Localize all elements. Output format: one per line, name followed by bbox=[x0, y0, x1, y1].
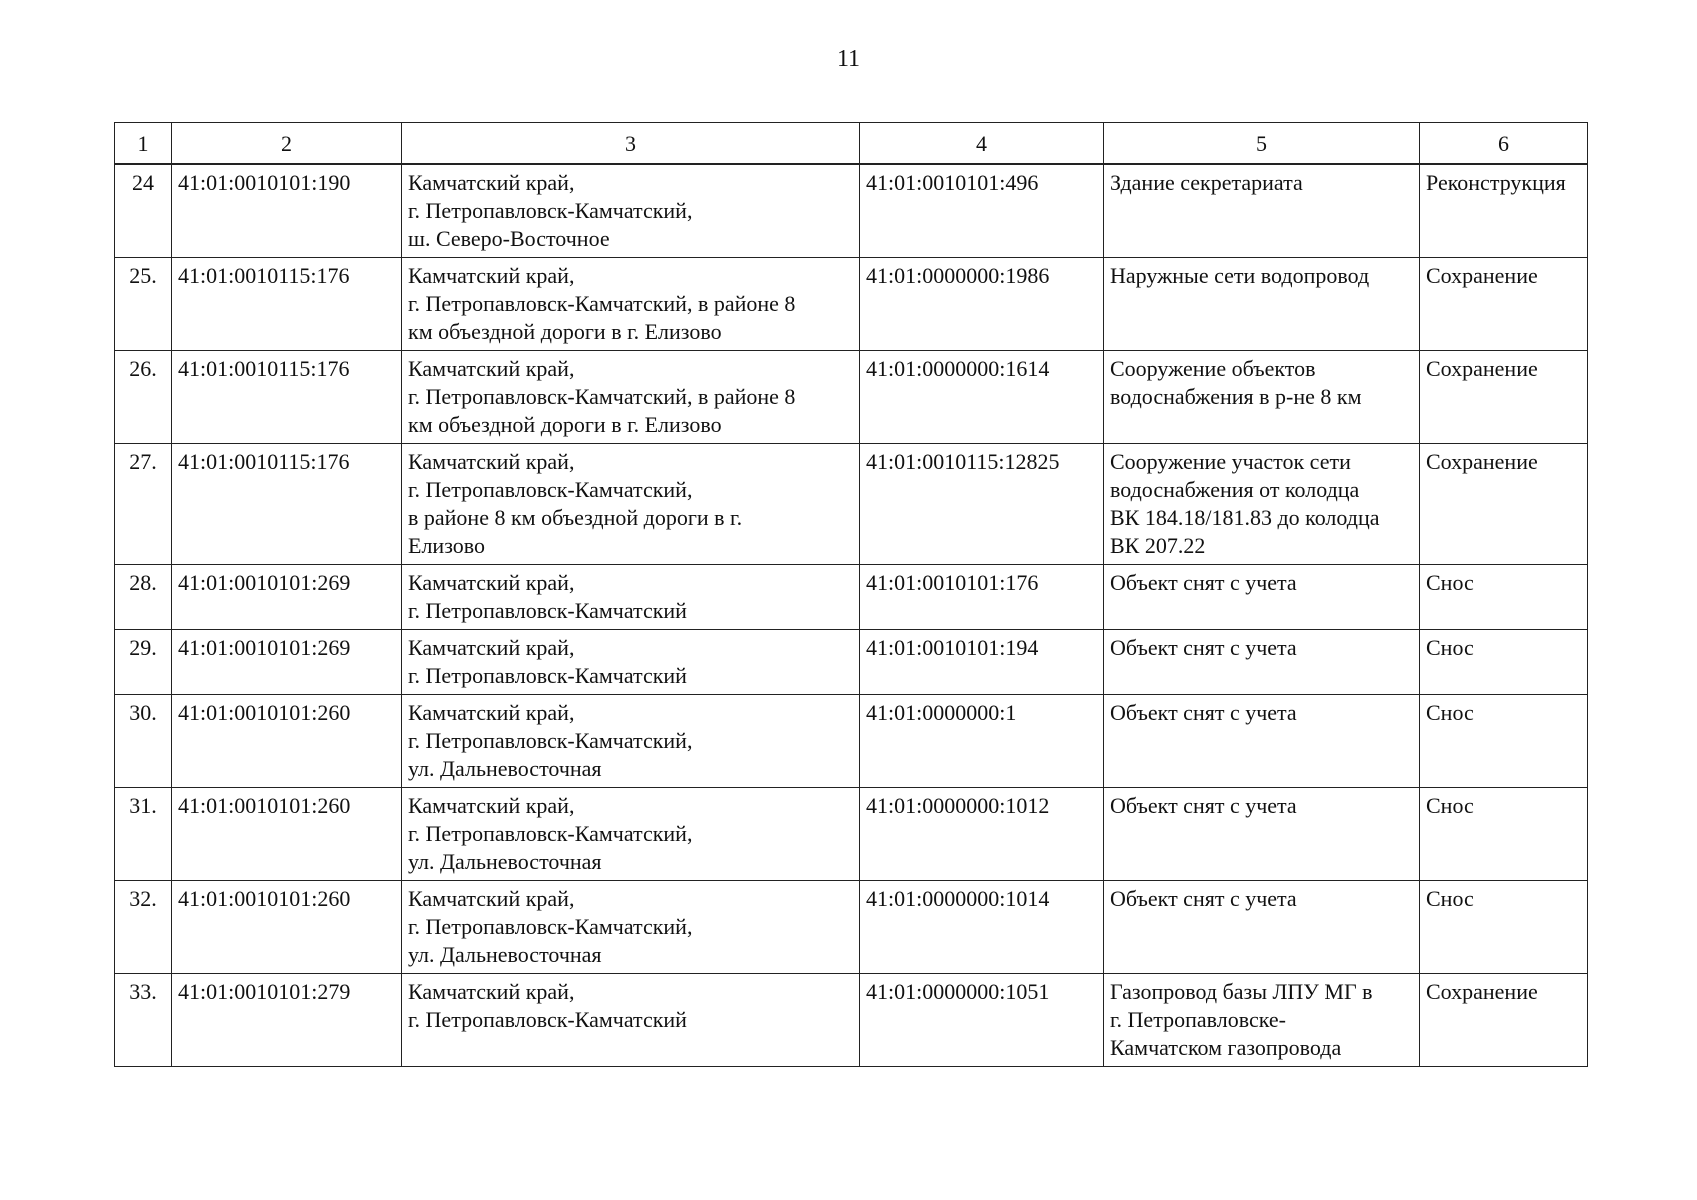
object-cadastral-cell: 41:01:0010101:496 bbox=[860, 164, 1104, 258]
table-row bbox=[115, 258, 1588, 351]
table-body bbox=[115, 164, 1588, 1067]
column-header: 2 bbox=[172, 123, 402, 165]
address-cell: Камчатский край, г. Петропавловск-Камчатский, ул. Дальневосточная bbox=[402, 788, 860, 881]
action-cell: Сохранение bbox=[1420, 974, 1588, 1067]
row-number-cell: 28. bbox=[115, 565, 172, 630]
row-number-cell: 30. bbox=[115, 695, 172, 788]
table-row bbox=[115, 881, 1588, 974]
object-name-cell: Здание секретариата bbox=[1104, 164, 1420, 258]
action-cell: Снос bbox=[1420, 881, 1588, 974]
object-cadastral-cell: 41:01:0010101:194 bbox=[860, 630, 1104, 695]
address-cell: Камчатский край, г. Петропавловск-Камчатский, ш. Северо-Восточное bbox=[402, 164, 860, 258]
action-cell: Снос bbox=[1420, 788, 1588, 881]
row-number-cell: 32. bbox=[115, 881, 172, 974]
object-name-cell: Объект снят с учета bbox=[1104, 695, 1420, 788]
table-row bbox=[115, 565, 1588, 630]
row-number-cell: 25. bbox=[115, 258, 172, 351]
land-cadastral-cell: 41:01:0010115:176 bbox=[172, 258, 402, 351]
object-name-cell: Объект снят с учета bbox=[1104, 881, 1420, 974]
column-header: 3 bbox=[402, 123, 860, 165]
address-cell: Камчатский край, г. Петропавловск-Камчатский, в районе 8 км объездной дороги в г. Елизово bbox=[402, 444, 860, 565]
column-header: 1 bbox=[115, 123, 172, 165]
object-cadastral-cell: 41:01:0000000:1051 bbox=[860, 974, 1104, 1067]
column-header: 4 bbox=[860, 123, 1104, 165]
object-name-cell: Наружные сети водопровод bbox=[1104, 258, 1420, 351]
action-cell: Сохранение bbox=[1420, 444, 1588, 565]
address-cell: Камчатский край, г. Петропавловск-Камчатский, в районе 8 км объездной дороги в г. Елизово bbox=[402, 258, 860, 351]
row-number-cell: 26. bbox=[115, 351, 172, 444]
object-cadastral-cell: 41:01:0000000:1614 bbox=[860, 351, 1104, 444]
object-cadastral-cell: 41:01:0000000:1014 bbox=[860, 881, 1104, 974]
address-cell: Камчатский край, г. Петропавловск-Камчатский, в районе 8 км объездной дороги в г. Елизово bbox=[402, 351, 860, 444]
table-row bbox=[115, 788, 1588, 881]
column-header: 5 bbox=[1104, 123, 1420, 165]
object-name-cell: Объект снят с учета bbox=[1104, 565, 1420, 630]
registry-table bbox=[114, 122, 1588, 1067]
address-cell: Камчатский край, г. Петропавловск-Камчатский bbox=[402, 974, 860, 1067]
object-name-cell: Объект снят с учета bbox=[1104, 630, 1420, 695]
action-cell: Сохранение bbox=[1420, 258, 1588, 351]
table-row bbox=[115, 695, 1588, 788]
action-cell: Сохранение bbox=[1420, 351, 1588, 444]
object-cadastral-cell: 41:01:0000000:1 bbox=[860, 695, 1104, 788]
land-cadastral-cell: 41:01:0010115:176 bbox=[172, 444, 402, 565]
action-cell: Снос bbox=[1420, 565, 1588, 630]
row-number-cell: 31. bbox=[115, 788, 172, 881]
column-header: 6 bbox=[1420, 123, 1588, 165]
land-cadastral-cell: 41:01:0010101:260 bbox=[172, 695, 402, 788]
address-cell: Камчатский край, г. Петропавловск-Камчатский, ул. Дальневосточная bbox=[402, 695, 860, 788]
page-number: 11 bbox=[836, 46, 861, 72]
table-row bbox=[115, 444, 1588, 565]
object-cadastral-cell: 41:01:0000000:1986 bbox=[860, 258, 1104, 351]
column-number-row bbox=[115, 123, 1588, 165]
object-cadastral-cell: 41:01:0010101:176 bbox=[860, 565, 1104, 630]
action-cell: Снос bbox=[1420, 630, 1588, 695]
object-name-cell: Объект снят с учета bbox=[1104, 788, 1420, 881]
land-cadastral-cell: 41:01:0010101:269 bbox=[172, 630, 402, 695]
land-cadastral-cell: 41:01:0010101:190 bbox=[172, 164, 402, 258]
action-cell: Снос bbox=[1420, 695, 1588, 788]
object-cadastral-cell: 41:01:0010115:12825 bbox=[860, 444, 1104, 565]
object-cadastral-cell: 41:01:0000000:1012 bbox=[860, 788, 1104, 881]
row-number-cell: 27. bbox=[115, 444, 172, 565]
land-cadastral-cell: 41:01:0010101:260 bbox=[172, 788, 402, 881]
row-number-cell: 24 bbox=[115, 164, 172, 258]
land-cadastral-cell: 41:01:0010101:269 bbox=[172, 565, 402, 630]
address-cell: Камчатский край, г. Петропавловск-Камчатский bbox=[402, 630, 860, 695]
address-cell: Камчатский край, г. Петропавловск-Камчатский, ул. Дальневосточная bbox=[402, 881, 860, 974]
object-name-cell: Газопровод базы ЛПУ МГ в г. Петропавловске- Камчатском газопровода bbox=[1104, 974, 1420, 1067]
table-row bbox=[115, 164, 1588, 258]
land-cadastral-cell: 41:01:0010101:260 bbox=[172, 881, 402, 974]
land-cadastral-cell: 41:01:0010115:176 bbox=[172, 351, 402, 444]
action-cell: Реконструкция bbox=[1420, 164, 1588, 258]
table-row bbox=[115, 630, 1588, 695]
row-number-cell: 33. bbox=[115, 974, 172, 1067]
row-number-cell: 29. bbox=[115, 630, 172, 695]
table-row bbox=[115, 351, 1588, 444]
object-name-cell: Сооружение объектов водоснабжения в р-не 8 км bbox=[1104, 351, 1420, 444]
table-row bbox=[115, 974, 1588, 1067]
land-cadastral-cell: 41:01:0010101:279 bbox=[172, 974, 402, 1067]
address-cell: Камчатский край, г. Петропавловск-Камчатский bbox=[402, 565, 860, 630]
object-name-cell: Сооружение участок сети водоснабжения от колодца ВК 184.18/181.83 до колодца ВК 207.22 bbox=[1104, 444, 1420, 565]
